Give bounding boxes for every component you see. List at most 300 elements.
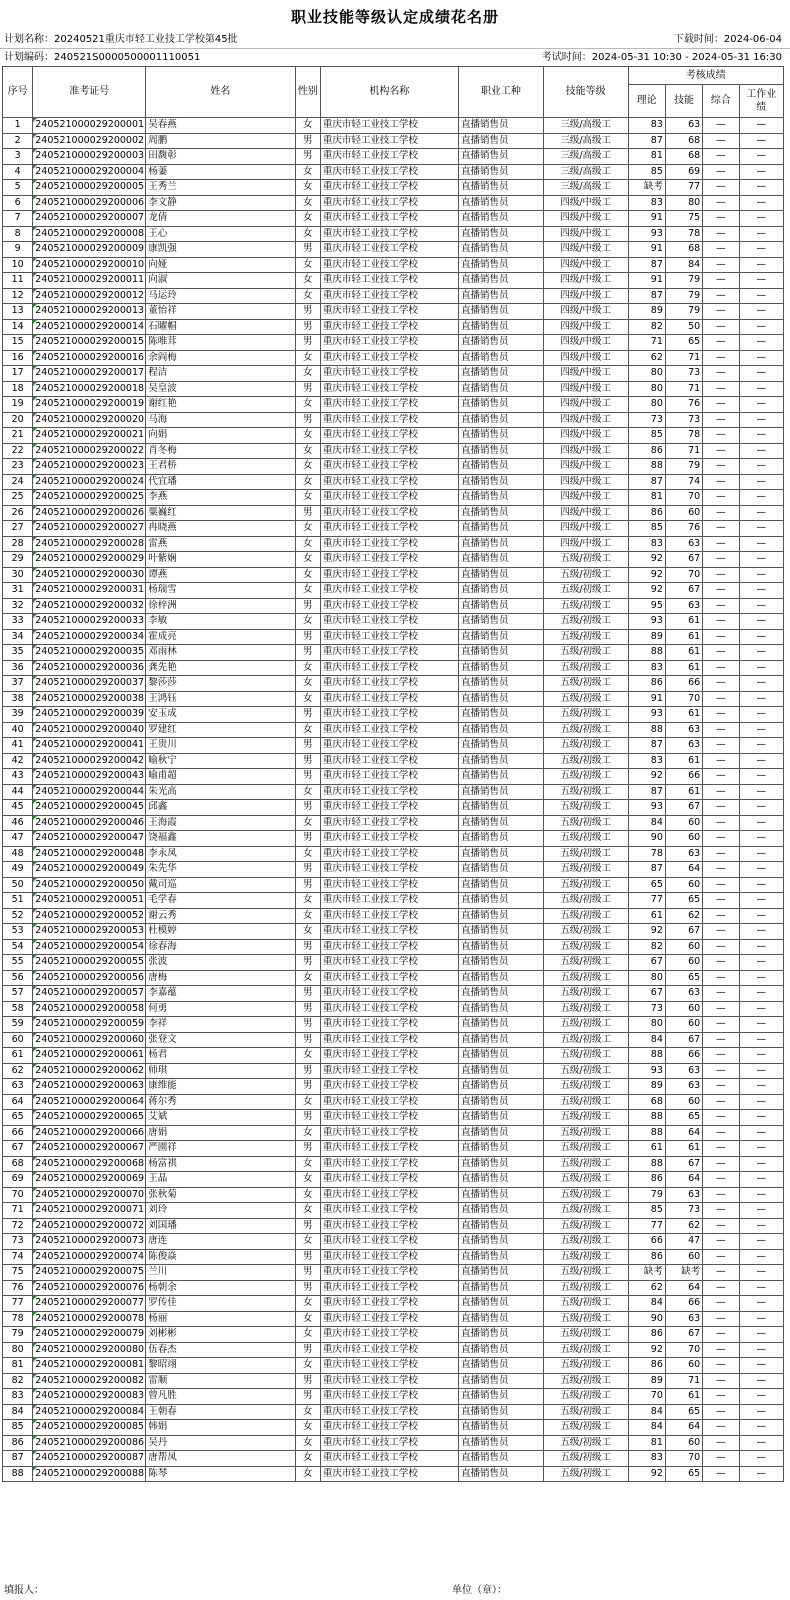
cell-work: —: [739, 1373, 783, 1389]
cell-overall: —: [703, 598, 739, 614]
cell-level: 四级/中级工: [543, 428, 628, 444]
cell-level: 四级/中级工: [543, 242, 628, 258]
cell-job: 直播销售员: [459, 459, 544, 475]
cell-skill: 67: [665, 552, 702, 568]
cell-gender: 男: [295, 412, 320, 428]
cell-work: —: [739, 1404, 783, 1420]
table-row: [3, 288, 784, 304]
cell-ticket: 240521000029200010: [33, 257, 146, 273]
cell-seq: 8: [3, 226, 33, 242]
cell-org: 重庆市轻工业技工学校: [320, 691, 458, 707]
cell-name: 肖冬梅: [146, 443, 295, 459]
cell-overall: —: [703, 614, 739, 630]
cell-name: 张波: [146, 955, 295, 971]
cell-work: —: [739, 660, 783, 676]
cell-job: 直播销售员: [459, 753, 544, 769]
cell-work: —: [739, 474, 783, 490]
cell-job: 直播销售员: [459, 738, 544, 754]
cell-theory: 67: [628, 955, 665, 971]
cell-seq: 15: [3, 335, 33, 351]
cell-ticket: 240521000029200045: [33, 800, 146, 816]
cell-gender: 女: [295, 1048, 320, 1064]
cell-org: 重庆市轻工业技工学校: [320, 1032, 458, 1048]
cell-name: 谢红艳: [146, 397, 295, 413]
unit-label: 单位（章）：: [452, 1585, 507, 1596]
cell-gender: 女: [295, 350, 320, 366]
cell-name: 饶福鑫: [146, 831, 295, 847]
cell-level: 四级/中级工: [543, 304, 628, 320]
cell-overall: —: [703, 1017, 739, 1033]
cell-overall: —: [703, 118, 739, 134]
cell-name: 韩娟: [146, 1420, 295, 1436]
cell-overall: —: [703, 1218, 739, 1234]
cell-theory: 95: [628, 598, 665, 614]
cell-skill: 70: [665, 1451, 702, 1467]
cell-name: 向娅: [146, 257, 295, 273]
cell-skill: 67: [665, 924, 702, 940]
cell-overall: —: [703, 1094, 739, 1110]
cell-level: 五级/初级工: [543, 722, 628, 738]
cell-gender: 男: [295, 335, 320, 351]
cell-theory: 88: [628, 459, 665, 475]
col-org-header: 机构名称: [320, 67, 458, 118]
cell-job: 直播销售员: [459, 1404, 544, 1420]
cell-work: —: [739, 629, 783, 645]
cell-seq: 36: [3, 660, 33, 676]
cell-work: —: [739, 443, 783, 459]
cell-work: —: [739, 1156, 783, 1172]
cell-theory: 62: [628, 1280, 665, 1296]
cell-seq: 57: [3, 986, 33, 1002]
cell-gender: 女: [295, 397, 320, 413]
cell-skill: 75: [665, 211, 702, 227]
table-row: [3, 1435, 784, 1451]
cell-work: —: [739, 1001, 783, 1017]
cell-job: 直播销售员: [459, 242, 544, 258]
cell-name: 龙倩: [146, 211, 295, 227]
cell-job: 直播销售员: [459, 1218, 544, 1234]
cell-gender: 女: [295, 1358, 320, 1374]
table-row: [3, 350, 784, 366]
cell-gender: 男: [295, 242, 320, 258]
exam-time-value: 2024-05-31 10:30 - 2024-05-31 16:30: [591, 52, 782, 63]
cell-theory: 85: [628, 428, 665, 444]
cell-org: 重庆市轻工业技工学校: [320, 521, 458, 537]
cell-gender: 女: [295, 552, 320, 568]
cell-job: 直播销售员: [459, 893, 544, 909]
cell-theory: 86: [628, 1358, 665, 1374]
cell-overall: —: [703, 164, 739, 180]
cell-overall: —: [703, 490, 739, 506]
cell-org: 重庆市轻工业技工学校: [320, 490, 458, 506]
cell-seq: 73: [3, 1234, 33, 1250]
cell-level: 五级/初级工: [543, 1079, 628, 1095]
cell-name: 曾凡胜: [146, 1389, 295, 1405]
cell-org: 重庆市轻工业技工学校: [320, 831, 458, 847]
cell-skill: 73: [665, 412, 702, 428]
cell-org: 重庆市轻工业技工学校: [320, 1389, 458, 1405]
cell-ticket: 240521000029200041: [33, 738, 146, 754]
cell-job: 直播销售员: [459, 304, 544, 320]
download-time-value: 2024-06-04: [723, 34, 782, 45]
cell-job: 直播销售员: [459, 1373, 544, 1389]
cell-gender: 男: [295, 381, 320, 397]
cell-ticket: 240521000029200028: [33, 536, 146, 552]
cell-seq: 60: [3, 1032, 33, 1048]
cell-name: 喻甫超: [146, 769, 295, 785]
cell-name: 李嘉蕴: [146, 986, 295, 1002]
cell-seq: 27: [3, 521, 33, 537]
cell-ticket: 240521000029200053: [33, 924, 146, 940]
cell-overall: —: [703, 443, 739, 459]
cell-level: 五级/初级工: [543, 691, 628, 707]
cell-work: —: [739, 908, 783, 924]
cell-work: —: [739, 552, 783, 568]
cell-overall: —: [703, 676, 739, 692]
cell-work: —: [739, 1280, 783, 1296]
cell-skill: 66: [665, 676, 702, 692]
cell-job: 直播销售员: [459, 1296, 544, 1312]
cell-level: 五级/初级工: [543, 583, 628, 599]
table-row: [3, 242, 784, 258]
table-row: [3, 924, 784, 940]
table-row: [3, 1094, 784, 1110]
cell-job: 直播销售员: [459, 428, 544, 444]
cell-seq: 23: [3, 459, 33, 475]
cell-name: 粟巍红: [146, 505, 295, 521]
cell-name: 马运玲: [146, 288, 295, 304]
cell-seq: 63: [3, 1079, 33, 1095]
cell-overall: —: [703, 645, 739, 661]
cell-skill: 73: [665, 366, 702, 382]
cell-gender: 女: [295, 118, 320, 134]
cell-work: —: [739, 1094, 783, 1110]
cell-overall: —: [703, 1156, 739, 1172]
cell-name: 李祥: [146, 1017, 295, 1033]
table-row: [3, 1203, 784, 1219]
cell-gender: 女: [295, 180, 320, 196]
cell-overall: —: [703, 350, 739, 366]
table-row: [3, 831, 784, 847]
cell-level: 五级/初级工: [543, 738, 628, 754]
cell-seq: 53: [3, 924, 33, 940]
cell-seq: 26: [3, 505, 33, 521]
cell-gender: 男: [295, 1110, 320, 1126]
cell-work: —: [739, 273, 783, 289]
cell-seq: 34: [3, 629, 33, 645]
cell-org: 重庆市轻工业技工学校: [320, 1373, 458, 1389]
cell-skill: 80: [665, 195, 702, 211]
cell-job: 直播销售员: [459, 195, 544, 211]
cell-ticket: 240521000029200022: [33, 443, 146, 459]
cell-name: 艾斌: [146, 1110, 295, 1126]
cell-org: 重庆市轻工业技工学校: [320, 1094, 458, 1110]
cell-seq: 24: [3, 474, 33, 490]
cell-overall: —: [703, 319, 739, 335]
table-body: [3, 118, 784, 1482]
cell-job: 直播销售员: [459, 691, 544, 707]
cell-work: —: [739, 1218, 783, 1234]
cell-name: 康凯强: [146, 242, 295, 258]
cell-work: —: [739, 598, 783, 614]
cell-job: 直播销售员: [459, 1420, 544, 1436]
cell-overall: —: [703, 924, 739, 940]
cell-gender: 女: [295, 273, 320, 289]
cell-overall: —: [703, 629, 739, 645]
cell-theory: 88: [628, 645, 665, 661]
cell-ticket: 240521000029200054: [33, 939, 146, 955]
cell-level: 五级/初级工: [543, 1063, 628, 1079]
cell-work: —: [739, 397, 783, 413]
cell-gender: 男: [295, 149, 320, 165]
cell-seq: 14: [3, 319, 33, 335]
col-scores-header: 考核成绩: [628, 67, 783, 85]
table-row: [3, 1125, 784, 1141]
cell-name: 李燕: [146, 490, 295, 506]
cell-seq: 75: [3, 1265, 33, 1281]
cell-overall: —: [703, 226, 739, 242]
cell-org: 重庆市轻工业技工学校: [320, 784, 458, 800]
cell-skill: 64: [665, 1420, 702, 1436]
cell-work: —: [739, 1187, 783, 1203]
table-row: [3, 118, 784, 134]
cell-skill: 62: [665, 908, 702, 924]
cell-name: 向淑: [146, 273, 295, 289]
cell-work: —: [739, 800, 783, 816]
plan-name-label: 计划名称：: [4, 34, 54, 45]
cell-work: —: [739, 815, 783, 831]
cell-overall: —: [703, 893, 739, 909]
cell-seq: 29: [3, 552, 33, 568]
cell-ticket: 240521000029200057: [33, 986, 146, 1002]
cell-work: —: [739, 1249, 783, 1265]
cell-job: 直播销售员: [459, 1435, 544, 1451]
cell-gender: 女: [295, 1156, 320, 1172]
cell-seq: 1: [3, 118, 33, 134]
table-row: [3, 1404, 784, 1420]
cell-skill: 63: [665, 846, 702, 862]
table-row: [3, 1296, 784, 1312]
cell-level: 五级/初级工: [543, 1017, 628, 1033]
cell-name: 王晶: [146, 1172, 295, 1188]
table-row: [3, 784, 784, 800]
cell-name: 何勇: [146, 1001, 295, 1017]
cell-skill: 65: [665, 1404, 702, 1420]
cell-skill: 70: [665, 1342, 702, 1358]
cell-org: 重庆市轻工业技工学校: [320, 1110, 458, 1126]
cell-overall: —: [703, 986, 739, 1002]
cell-name: 王秀兰: [146, 180, 295, 196]
cell-ticket: 240521000029200042: [33, 753, 146, 769]
cell-work: —: [739, 1172, 783, 1188]
cell-theory: 80: [628, 366, 665, 382]
cell-overall: —: [703, 1048, 739, 1064]
cell-seq: 18: [3, 381, 33, 397]
cell-org: 重庆市轻工业技工学校: [320, 939, 458, 955]
cell-ticket: 240521000029200084: [33, 1404, 146, 1420]
cell-ticket: 240521000029200026: [33, 505, 146, 521]
cell-work: —: [739, 614, 783, 630]
table-row: [3, 428, 784, 444]
table-row: [3, 1249, 784, 1265]
cell-overall: —: [703, 1358, 739, 1374]
cell-work: —: [739, 1079, 783, 1095]
cell-org: 重庆市轻工业技工学校: [320, 1327, 458, 1343]
cell-overall: —: [703, 1327, 739, 1343]
table-row: [3, 583, 784, 599]
cell-level: 四级/中级工: [543, 443, 628, 459]
table-row: [3, 955, 784, 971]
cell-job: 直播销售员: [459, 521, 544, 537]
cell-theory: 86: [628, 1327, 665, 1343]
cell-job: 直播销售员: [459, 1280, 544, 1296]
cell-name: 吴丹: [146, 1435, 295, 1451]
cell-org: 重庆市轻工业技工学校: [320, 862, 458, 878]
cell-gender: 男: [295, 1032, 320, 1048]
cell-skill: 67: [665, 1032, 702, 1048]
cell-org: 重庆市轻工业技工学校: [320, 505, 458, 521]
cell-ticket: 240521000029200079: [33, 1327, 146, 1343]
cell-level: 五级/初级工: [543, 1296, 628, 1312]
cell-org: 重庆市轻工业技工学校: [320, 970, 458, 986]
cell-seq: 58: [3, 1001, 33, 1017]
cell-seq: 84: [3, 1404, 33, 1420]
cell-seq: 74: [3, 1249, 33, 1265]
cell-level: 四级/中级工: [543, 474, 628, 490]
col-skill-header: 技能: [665, 85, 702, 118]
cell-seq: 61: [3, 1048, 33, 1064]
cell-job: 直播销售员: [459, 536, 544, 552]
cell-work: —: [739, 149, 783, 165]
cell-work: —: [739, 195, 783, 211]
cell-name: 罗建红: [146, 722, 295, 738]
col-seq-header: 序号: [3, 67, 33, 118]
exam-time-line: [542, 51, 782, 65]
cell-work: —: [739, 490, 783, 506]
cell-job: 直播销售员: [459, 118, 544, 134]
cell-gender: 男: [295, 598, 320, 614]
cell-job: 直播销售员: [459, 288, 544, 304]
cell-skill: 74: [665, 474, 702, 490]
cell-ticket: 240521000029200005: [33, 180, 146, 196]
download-time-label: 下载时间：: [673, 34, 724, 45]
table-row: [3, 164, 784, 180]
table-header-row: [3, 67, 784, 85]
cell-work: —: [739, 1451, 783, 1467]
cell-work: —: [739, 381, 783, 397]
cell-org: 重庆市轻工业技工学校: [320, 707, 458, 723]
cell-gender: 女: [295, 1125, 320, 1141]
cell-skill: 61: [665, 784, 702, 800]
cell-job: 直播销售员: [459, 800, 544, 816]
cell-seq: 12: [3, 288, 33, 304]
cell-theory: 65: [628, 877, 665, 893]
table-row: [3, 226, 784, 242]
cell-name: 王心: [146, 226, 295, 242]
cell-name: 杨君: [146, 1048, 295, 1064]
cell-work: —: [739, 288, 783, 304]
cell-overall: —: [703, 288, 739, 304]
cell-theory: 83: [628, 118, 665, 134]
cell-level: 五级/初级工: [543, 629, 628, 645]
cell-work: —: [739, 691, 783, 707]
cell-gender: 男: [295, 629, 320, 645]
cell-name: 毛学春: [146, 893, 295, 909]
cell-work: —: [739, 1203, 783, 1219]
cell-skill: 60: [665, 939, 702, 955]
table-row: [3, 846, 784, 862]
cell-gender: 女: [295, 893, 320, 909]
cell-level: 四级/中级工: [543, 366, 628, 382]
table-row: [3, 676, 784, 692]
cell-skill: 66: [665, 769, 702, 785]
cell-ticket: 240521000029200073: [33, 1234, 146, 1250]
cell-overall: —: [703, 304, 739, 320]
cell-seq: 19: [3, 397, 33, 413]
cell-job: 直播销售员: [459, 1110, 544, 1126]
cell-ticket: 240521000029200009: [33, 242, 146, 258]
cell-name: 谭燕: [146, 567, 295, 583]
cell-job: 直播销售员: [459, 955, 544, 971]
cell-level: 五级/初级工: [543, 676, 628, 692]
cell-level: 四级/中级工: [543, 335, 628, 351]
col-job-header: 职业工种: [459, 67, 544, 118]
table-row: [3, 490, 784, 506]
cell-theory: 89: [628, 629, 665, 645]
cell-name: 谢云秀: [146, 908, 295, 924]
cell-theory: 86: [628, 1172, 665, 1188]
cell-org: 重庆市轻工业技工学校: [320, 273, 458, 289]
cell-ticket: 240521000029200047: [33, 831, 146, 847]
cell-gender: 男: [295, 1141, 320, 1157]
cell-org: 重庆市轻工业技工学校: [320, 459, 458, 475]
cell-job: 直播销售员: [459, 877, 544, 893]
cell-work: —: [739, 1141, 783, 1157]
cell-level: 四级/中级工: [543, 195, 628, 211]
cell-theory: 87: [628, 288, 665, 304]
cell-theory: 83: [628, 753, 665, 769]
cell-gender: 男: [295, 1017, 320, 1033]
cell-seq: 9: [3, 242, 33, 258]
cell-skill: 64: [665, 862, 702, 878]
cell-work: —: [739, 986, 783, 1002]
cell-gender: 女: [295, 521, 320, 537]
cell-theory: 93: [628, 707, 665, 723]
cell-seq: 79: [3, 1327, 33, 1343]
cell-job: 直播销售员: [459, 1187, 544, 1203]
cell-level: 五级/初级工: [543, 1218, 628, 1234]
cell-seq: 66: [3, 1125, 33, 1141]
cell-theory: 81: [628, 490, 665, 506]
cell-name: 唐帮凤: [146, 1451, 295, 1467]
cell-job: 直播销售员: [459, 1063, 544, 1079]
cell-level: 五级/初级工: [543, 908, 628, 924]
cell-level: 五级/初级工: [543, 893, 628, 909]
cell-theory: 81: [628, 149, 665, 165]
cell-ticket: 240521000029200086: [33, 1435, 146, 1451]
cell-name: 王朝春: [146, 1404, 295, 1420]
cell-job: 直播销售员: [459, 211, 544, 227]
table-row: [3, 1063, 784, 1079]
cell-job: 直播销售员: [459, 831, 544, 847]
cell-theory: 77: [628, 1218, 665, 1234]
table-row: [3, 753, 784, 769]
cell-theory: 91: [628, 211, 665, 227]
cell-job: 直播销售员: [459, 598, 544, 614]
cell-org: 重庆市轻工业技工学校: [320, 722, 458, 738]
cell-name: 康维能: [146, 1079, 295, 1095]
cell-skill: 66: [665, 1296, 702, 1312]
